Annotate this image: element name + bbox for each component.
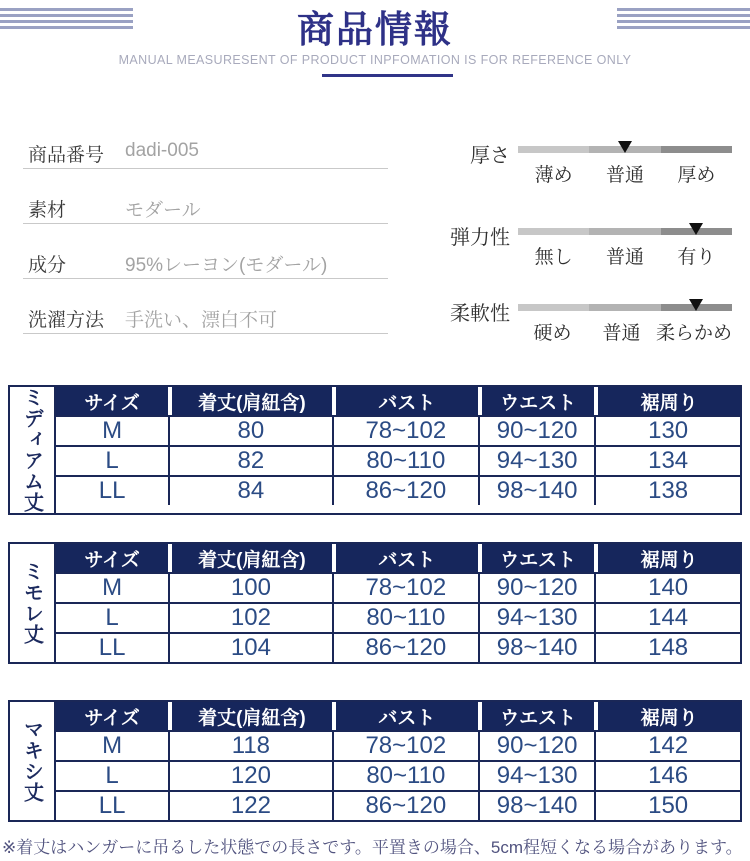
table-cell: 86~120	[332, 792, 478, 820]
table-cell: 84	[168, 477, 331, 505]
slider-level-label: 無し	[534, 247, 573, 268]
slider-level-label: 普通	[602, 323, 641, 344]
table-cell: 146	[594, 762, 740, 790]
table-cell: 134	[594, 447, 740, 475]
table-cell: 122	[168, 792, 331, 820]
table-cell: 100	[168, 574, 331, 602]
table-vertical-label: ミディアム丈	[10, 387, 56, 513]
info-row-composition	[23, 240, 388, 279]
table-cell: 138	[594, 477, 740, 505]
table-cell: 80~110	[332, 762, 478, 790]
size-table	[8, 700, 742, 822]
footer-note: ※着丈はハンガーに吊るした状態での長さです。平置きの場合、5cm程短くなる場合があります。	[2, 838, 743, 857]
slider-group	[448, 288, 743, 348]
table-cell: 80~110	[332, 604, 478, 632]
table-cell: 82	[168, 447, 331, 475]
table-row	[56, 602, 740, 632]
table-cell: 118	[168, 732, 331, 760]
table-cell: LL	[98, 792, 126, 819]
table-row	[56, 415, 740, 445]
table-cell: 144	[594, 604, 740, 632]
table-header-cell: 裾周り	[594, 387, 740, 415]
slider-group	[448, 212, 743, 272]
slider-level-labels	[518, 160, 732, 187]
table-cell: 98~140	[478, 792, 594, 820]
table-row	[56, 730, 740, 760]
slider-track	[518, 212, 732, 272]
page-title: 商品情報	[297, 9, 453, 50]
slider-level-labels	[518, 318, 732, 345]
info-label: 成分	[28, 255, 67, 276]
table-cell: 98~140	[478, 477, 594, 505]
size-table	[8, 385, 742, 515]
title-underline-decoration	[322, 74, 453, 77]
slider-level-label: 薄め	[534, 165, 573, 186]
table-cell: 120	[168, 762, 331, 790]
marker-triangle-icon	[618, 141, 632, 153]
table-cell: 78~102	[332, 417, 478, 445]
slider-level-label: 厚め	[677, 165, 716, 186]
table-header-cell: 裾周り	[594, 702, 740, 730]
slider-level-labels	[518, 242, 732, 269]
info-value: 手洗い、漂白不可	[125, 310, 278, 331]
info-value: 95%レーヨン(モダール)	[125, 255, 328, 276]
marker-triangle-icon	[689, 223, 703, 235]
table-row	[56, 632, 740, 662]
table-cell: 130	[594, 417, 740, 445]
slider-segment	[518, 304, 589, 311]
slider-track	[518, 288, 732, 348]
table-row	[56, 790, 740, 820]
slider-segment	[589, 304, 660, 311]
slider-level-label: 柔らかめ	[656, 323, 733, 344]
table-cell: 86~120	[332, 634, 478, 662]
table-cell: 80	[168, 417, 331, 445]
table-cell: LL	[98, 477, 126, 504]
table-cell: 98~140	[478, 634, 594, 662]
slider-level-label: 普通	[605, 165, 644, 186]
info-row-product-number	[23, 130, 388, 169]
attribute-sliders	[448, 130, 743, 355]
size-table	[8, 542, 742, 664]
table-header-cell: ウエスト	[478, 544, 594, 572]
table-row	[56, 475, 740, 505]
slider-segment	[518, 146, 589, 153]
table-cell: L	[105, 604, 119, 631]
table-header-cell: 着丈(肩紐含)	[168, 544, 331, 572]
table-header-cell: ウエスト	[478, 702, 594, 730]
table-header-cell: 着丈(肩紐含)	[168, 387, 331, 415]
table-cell: 140	[594, 574, 740, 602]
slider-group	[448, 130, 743, 190]
table-grid	[56, 544, 740, 662]
table-cell: M	[102, 574, 123, 601]
marker-triangle-icon	[689, 299, 703, 311]
table-cell: 150	[594, 792, 740, 820]
info-label: 素材	[28, 200, 67, 221]
table-cell: 102	[168, 604, 331, 632]
table-cell: L	[105, 447, 119, 474]
table-header-cell: バスト	[332, 387, 478, 415]
product-info-list	[23, 130, 388, 350]
table-cell: 90~120	[478, 574, 594, 602]
table-cell: 90~120	[478, 417, 594, 445]
table-header-cell: バスト	[332, 702, 478, 730]
table-header-row	[56, 544, 740, 572]
table-cell: 78~102	[332, 732, 478, 760]
slider-level-label: 硬め	[533, 323, 572, 344]
table-cell: 90~120	[478, 732, 594, 760]
table-cell: M	[102, 417, 123, 444]
table-vertical-label: マキシ丈	[10, 702, 56, 820]
table-vertical-label: ミモレ丈	[10, 544, 56, 662]
header	[0, 0, 750, 67]
table-cell: 80~110	[332, 447, 478, 475]
slider-title: 厚さ	[470, 145, 510, 167]
slider-segment	[589, 228, 660, 235]
table-header-cell: ウエスト	[478, 387, 594, 415]
table-cell: 142	[594, 732, 740, 760]
table-grid	[56, 387, 740, 513]
info-row-washing	[23, 295, 388, 334]
table-cell: 78~102	[332, 574, 478, 602]
info-label: 洗濯方法	[28, 310, 105, 331]
table-cell: L	[105, 762, 119, 789]
table-cell: 94~130	[478, 447, 594, 475]
table-header-cell: サイズ	[84, 549, 140, 571]
table-header-row	[56, 702, 740, 730]
table-cell: M	[102, 732, 123, 759]
info-value: dadi-005	[125, 140, 199, 161]
table-cell: 104	[168, 634, 331, 662]
table-cell: 94~130	[478, 762, 594, 790]
table-row	[56, 445, 740, 475]
table-header-cell: 着丈(肩紐含)	[168, 702, 331, 730]
slider-segment	[661, 146, 732, 153]
table-cell: LL	[98, 634, 126, 661]
table-grid	[56, 702, 740, 820]
table-cell: 148	[594, 634, 740, 662]
table-row	[56, 572, 740, 602]
slider-level-label: 有り	[677, 247, 716, 268]
slider-track	[518, 130, 732, 190]
table-cell: 86~120	[332, 477, 478, 505]
slider-title: 弾力性	[450, 227, 510, 249]
slider-title: 柔軟性	[450, 303, 510, 325]
table-header-cell: サイズ	[84, 392, 140, 414]
info-value: モダール	[125, 200, 201, 221]
info-label: 商品番号	[28, 145, 105, 166]
slider-level-label: 普通	[605, 247, 644, 268]
table-header-cell: サイズ	[84, 707, 140, 729]
table-header-cell: バスト	[332, 544, 478, 572]
header-subtitle: MANUAL MEASURESENT OF PRODUCT INPFOMATION IS FOR REFERENCE ONLY	[118, 53, 632, 67]
table-header-cell: 裾周り	[594, 544, 740, 572]
table-cell: 94~130	[478, 604, 594, 632]
slider-segment	[518, 228, 589, 235]
table-row	[56, 760, 740, 790]
table-header-row	[56, 387, 740, 415]
info-row-material	[23, 185, 388, 224]
